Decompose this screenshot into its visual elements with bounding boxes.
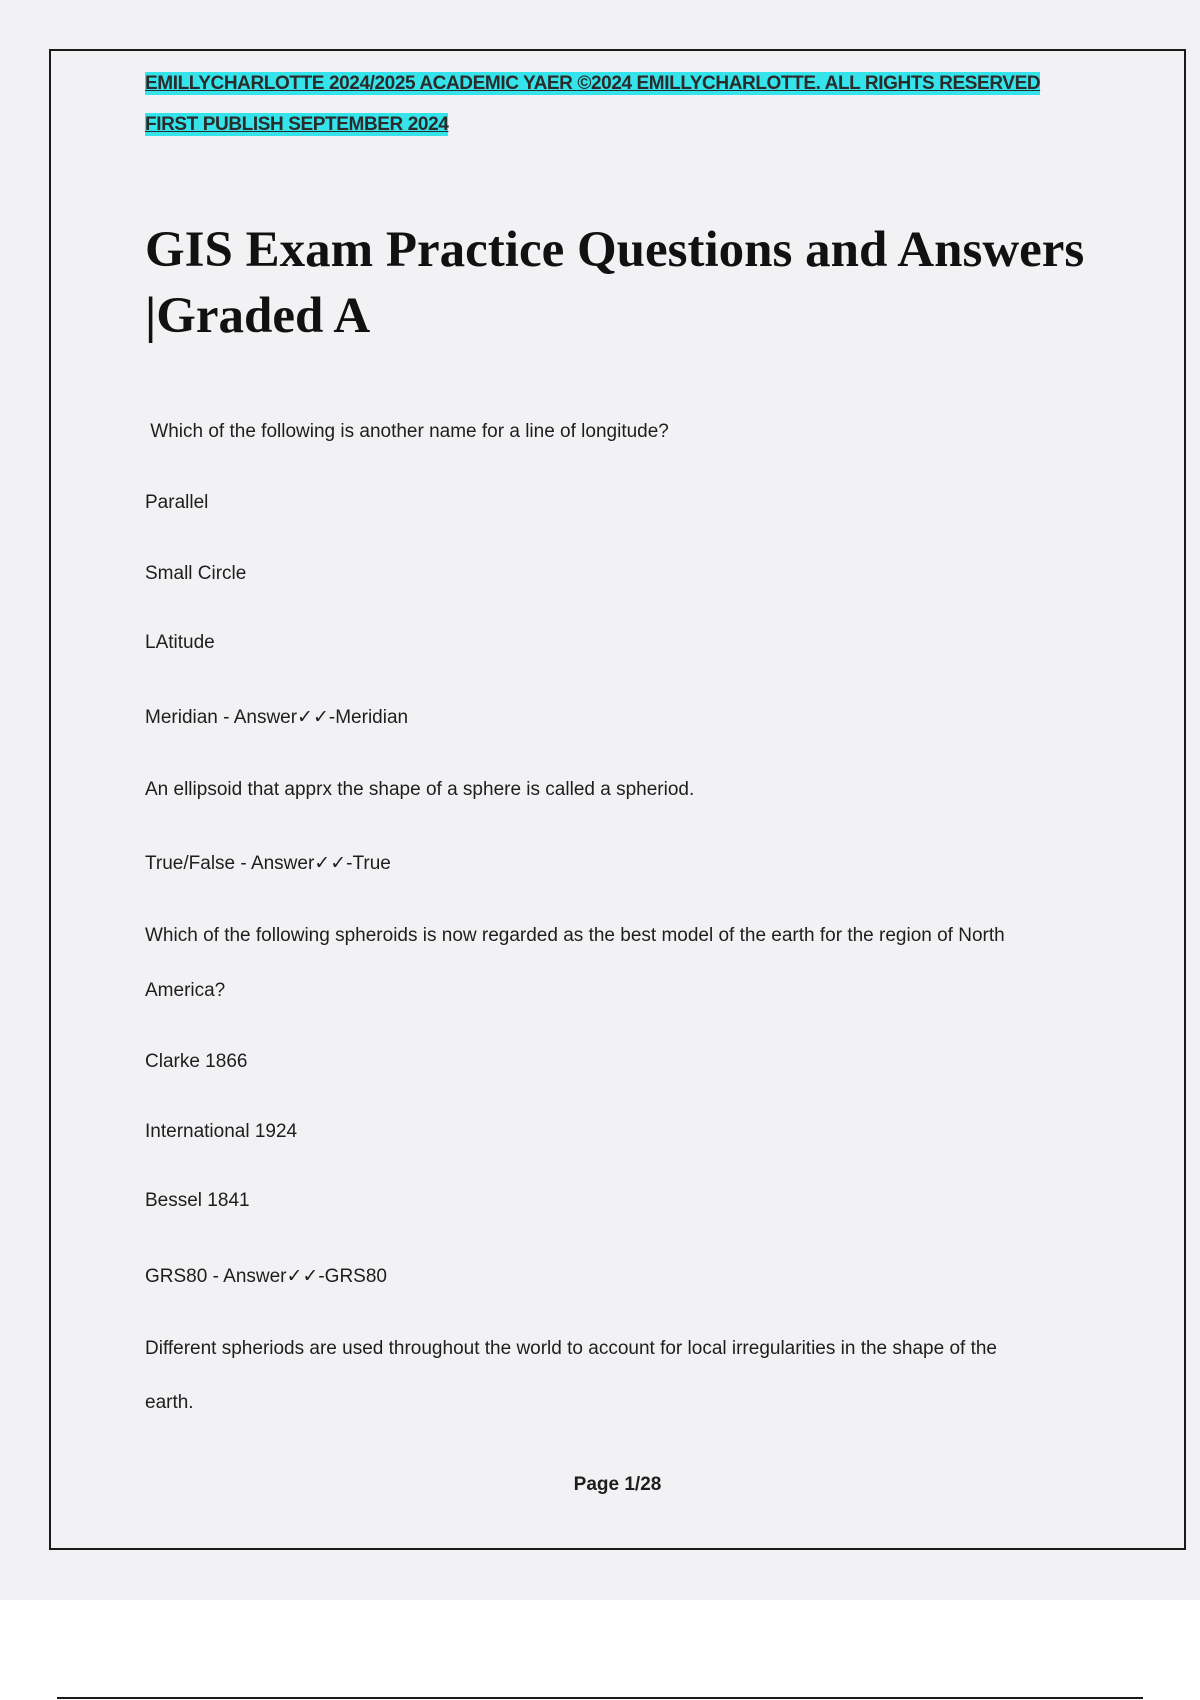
option-line: Small Circle [145, 563, 247, 584]
option-line: Parallel [145, 492, 209, 513]
question-line: Which of the following is another name for a line of longitude? [145, 421, 669, 442]
publish-date-text: FIRST PUBLISH SEPTEMBER 2024 [145, 114, 449, 135]
option-line: Clarke 1866 [145, 1051, 248, 1072]
option-line: LAtitude [145, 632, 215, 653]
copyright-header [145, 73, 1040, 95]
copyright-header-text: EMILLYCHARLOTTE 2024/2025 ACADEMIC YAER ©2024 EMILLYCHARLOTTE. ALL RIGHTS RESERVED [145, 73, 1041, 94]
question-line-continued: earth. [145, 1392, 194, 1413]
page-number: Page 1/28 [573, 1474, 662, 1495]
publish-date-header [145, 114, 448, 136]
question-line-continued: America? [145, 980, 226, 1001]
question-line: Different spheriods are used throughout the world to account for local irregularities in the shape of the [145, 1338, 997, 1359]
next-page-top-border [57, 1697, 1143, 1699]
option-line: Bessel 1841 [145, 1190, 250, 1211]
answer-line: Meridian - Answer✓✓-Meridian [145, 707, 409, 728]
question-line: Which of the following spheroids is now regarded as the best model of the earth for the region of North [145, 925, 1005, 946]
option-line: International 1924 [145, 1121, 298, 1142]
answer-line: True/False - Answer✓✓-True [145, 853, 391, 874]
document-title: GIS Exam Practice Questions and Answers |Graded A [145, 222, 1085, 344]
answer-line: GRS80 - Answer✓✓-GRS80 [145, 1266, 387, 1287]
question-line: An ellipsoid that apprx the shape of a sphere is called a spheriod. [145, 779, 695, 800]
